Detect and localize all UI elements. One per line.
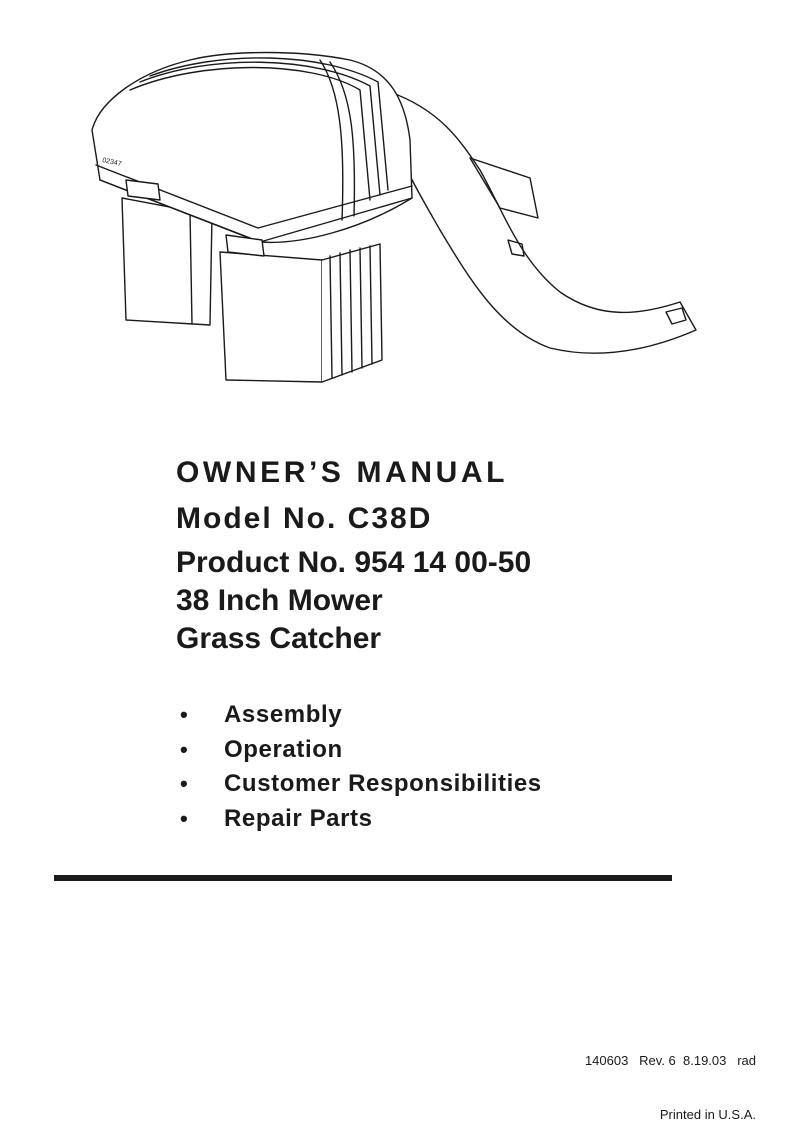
list-item [180, 698, 542, 733]
footer [585, 1016, 756, 1142]
title-block [176, 458, 736, 654]
list-item [180, 767, 542, 802]
section-label: Customer Responsibilities [224, 770, 542, 798]
product-name: Grass Catcher [176, 622, 382, 655]
bullet: • [180, 736, 189, 762]
section-label: Repair Parts [224, 804, 373, 832]
printed-info: Printed in U.S.A. [659, 1107, 756, 1122]
contents-list [180, 698, 542, 836]
list-item [180, 733, 542, 768]
product-number: Product No. 954 14 00-50 [176, 546, 532, 579]
bullet: • [180, 702, 189, 728]
list-item [180, 802, 542, 837]
grass-catcher-illustration [60, 30, 720, 400]
bullet: • [180, 805, 189, 831]
model-number: Model No. C38D [176, 502, 433, 535]
divider-rule [54, 875, 672, 881]
manual-title: OWNER’S MANUAL [176, 456, 509, 489]
mower-size: 38 Inch Mower [176, 584, 383, 617]
bullet: • [180, 771, 189, 797]
section-label: Assembly [224, 701, 343, 729]
part-label: 02347 [101, 157, 123, 169]
section-label: Operation [224, 735, 343, 763]
revision-info: 140603 Rev. 6 8.19.03 rad [584, 1053, 756, 1068]
